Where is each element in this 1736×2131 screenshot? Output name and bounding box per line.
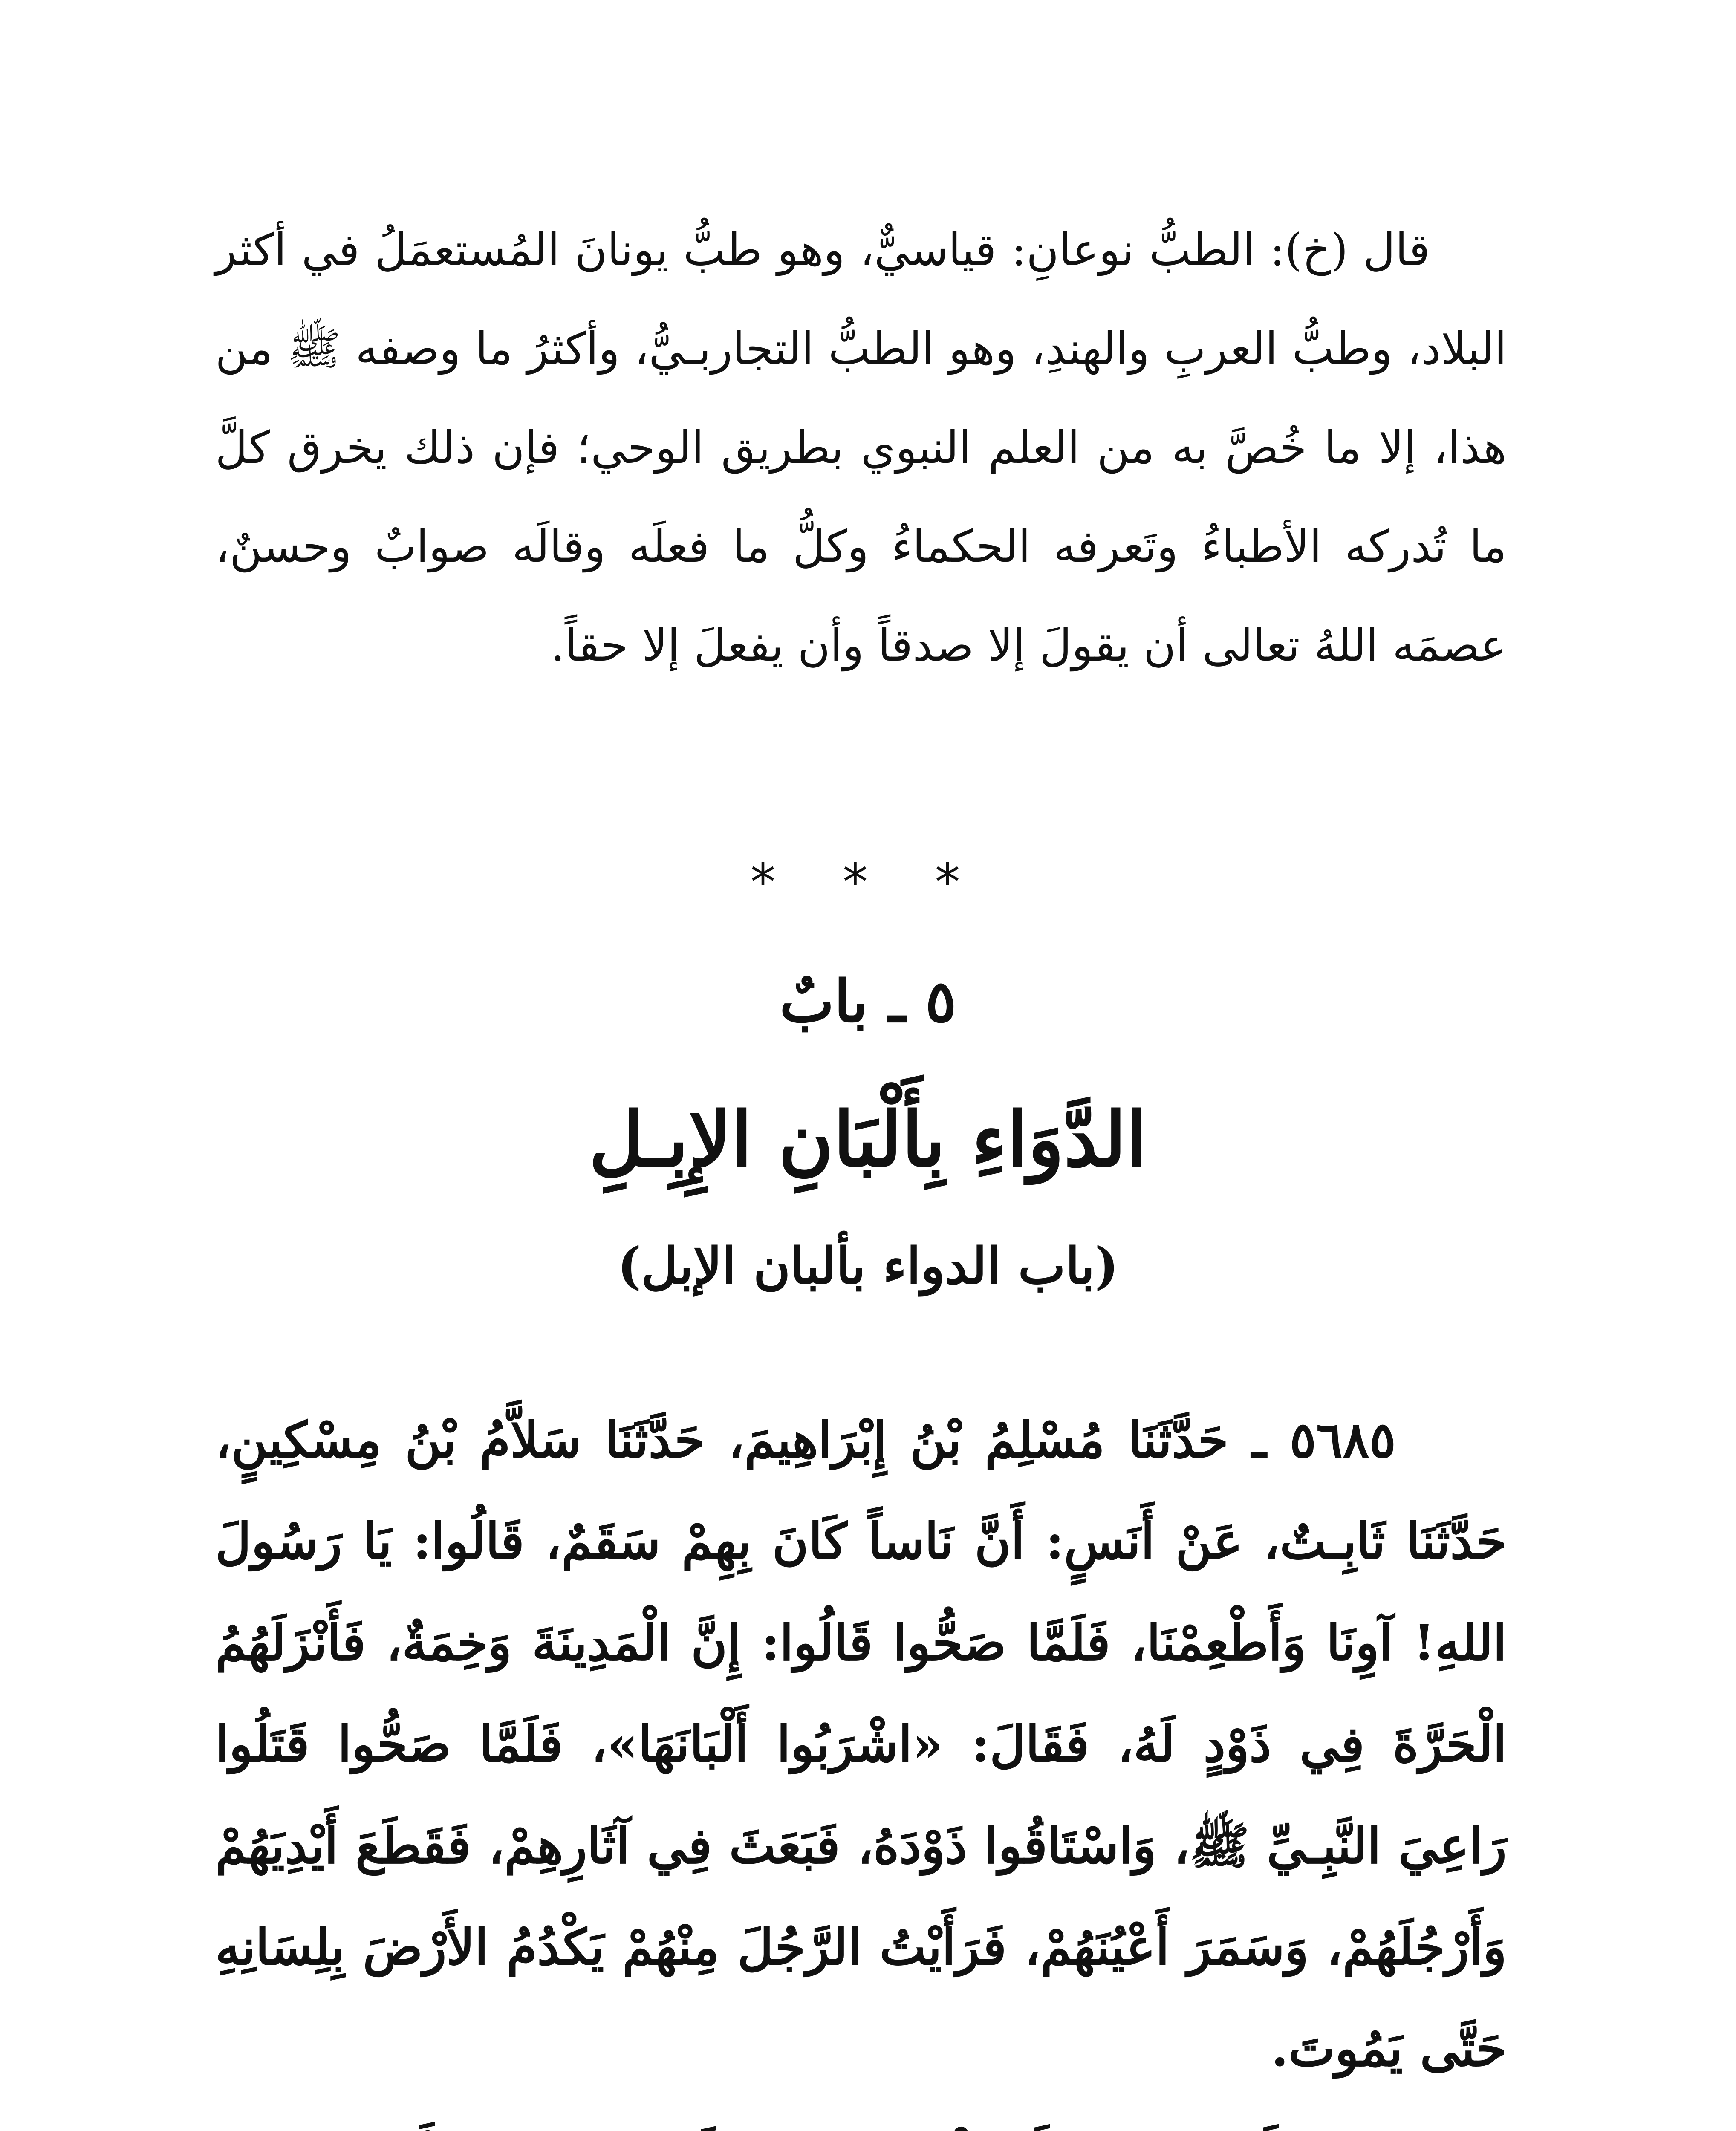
chapter-title-heading: الدَّوَاءِ بِأَلْبَانِ الإِبِـلِ xyxy=(589,1095,1147,1184)
hadith-paragraph: ٥٦٨٥ ـ حَدَّثَنَا مُسْلِمُ بْنُ إِبْرَاهِيمَ، حَدَّثَنَا سَلاَّمُ بْنُ مِسْكِينٍ، حَدَّثَنَا ثَابِـتٌ، عَنْ أَنَسٍ: أَنَّ نَاساً كَانَ بِهِمْ سَقَمٌ، قَالُوا: يَا رَسُولَ اللهِ! آوِنَا وَأَطْعِمْنَا، فَلَمَّا صَحُّوا قَالُوا: إِنَّ الْمَدِينَةَ وَخِمَةٌ، فَأَنْزَلَهُمُ الْحَرَّةَ فِي ذَوْدٍ لَهُ، فَقَالَ: «اشْرَبُوا أَلْبَانَهَا»، فَلَمَّا صَحُّوا قَتَلُوا رَاعِيَ النَّبِـيِّ ﷺ، وَاسْتَاقُوا ذَوْدَهُ، فَبَعَثَ فِي آثَارِهِمْ، فَقَطَعَ أَيْدِيَهُمْ وَأَرْجُلَهُمْ، وَسَمَرَ أَعْيُنَهُمْ، فَرَأَيْتُ الرَّجُلَ مِنْهُمْ يَكْدُمُ الأَرْضَ بِلِسَانِهِ حَتَّى يَمُوتَ. xyxy=(215,1411,1507,2078)
chapter-number-heading: ٥ ـ بابٌ xyxy=(780,967,956,1036)
commentary-paragraph: قال (خ): الطبُّ نوعانِ: قياسيٌّ، وهو طبُّ يونانَ المُستعمَلُ في أكثر البلاد، وطبُّ العربِ والهندِ، وهو الطبُّ التجاربـيُّ، وأكثرُ ما وصفه ﷺ من هذا، إلا ما خُصَّ به من العلم النبوي بطريق الوحي؛ فإن ذلك يخرق كلَّ ما تُدركه الأطباءُ وتَعرفه الحكماءُ وكلُّ ما فعلَه وقالَه صوابٌ وحسنٌ، عصمَه اللهُ تعالى أن يقولَ إلا صدقاً وأن يفعلَ إلا حقاً. xyxy=(215,224,1507,671)
section-separator-stars: * * * xyxy=(750,852,986,911)
salam-note-paragraph xyxy=(215,2114,1507,2131)
section-subtitle: (باب الدواء بألبان الإبل) xyxy=(617,1236,1119,1295)
